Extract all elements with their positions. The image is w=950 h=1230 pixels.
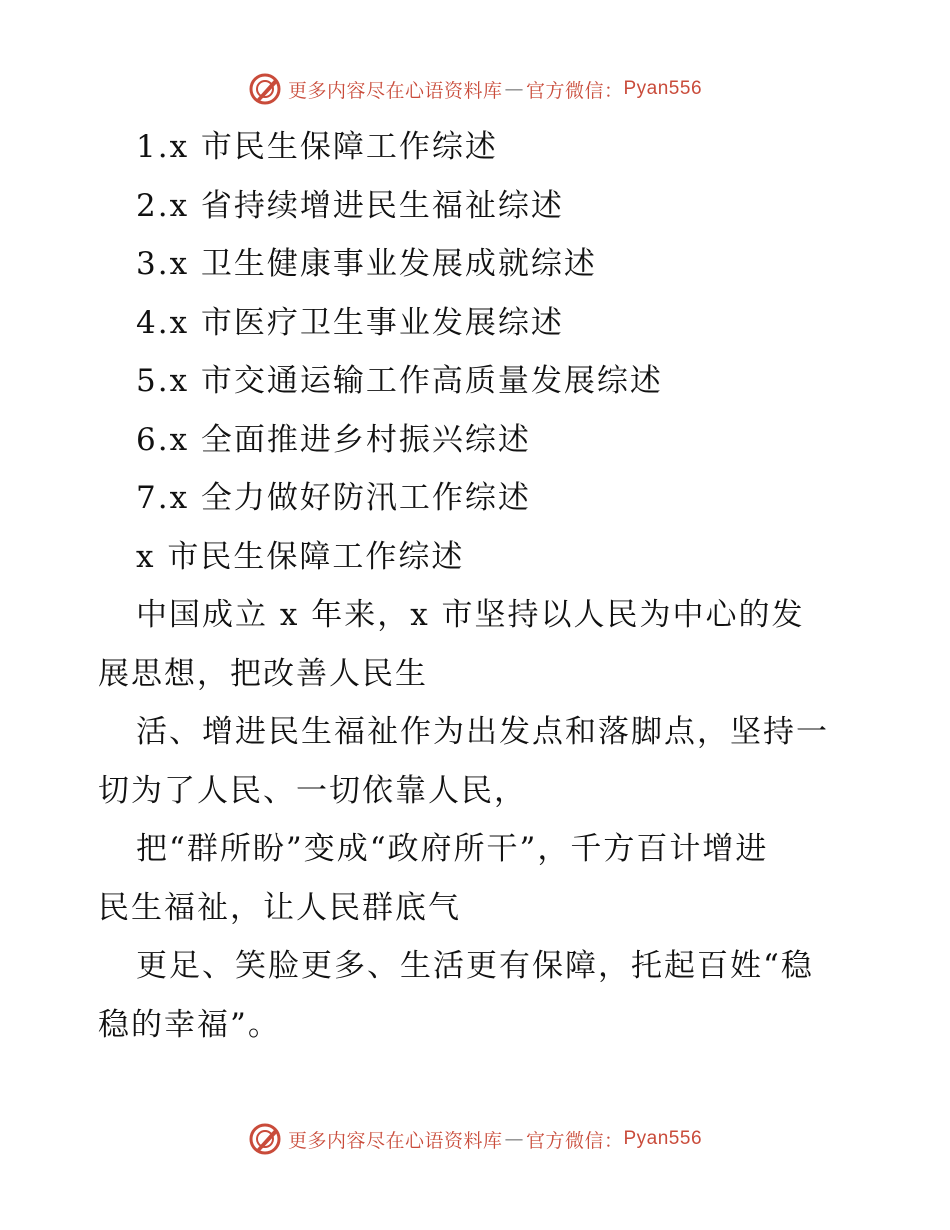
paragraph-line: 更足、笑脸更多、生活更有保障，托起百姓“稳	[136, 948, 814, 984]
banner-text: 更多内容尽在心语资料库	[287, 1129, 503, 1152]
paragraph-line: 中国成立 x 年来，x 市坚持以人民为中心的发	[136, 597, 805, 633]
paragraph-line: 把“群所盼”变成“政府所干”，千方百计增进	[136, 831, 769, 867]
banner-dash: —	[504, 78, 524, 100]
toc-item: 6.x 全面推进乡村振兴综述	[136, 421, 531, 458]
paragraph-line: 切为了人民、一切依靠人民，	[98, 772, 527, 809]
pen-logo-icon	[248, 1122, 282, 1156]
document-body	[98, 118, 858, 1054]
toc-item: 5.x 市交通运输工作高质量发展综述	[136, 363, 663, 399]
footer-banner	[0, 1122, 950, 1156]
paragraph-line: 民生福祉，让人民群底气	[98, 889, 461, 926]
banner-suffix: 官方微信：	[525, 1129, 624, 1152]
paragraph-line: 稳的幸福”。	[98, 1006, 281, 1043]
banner-text: 更多内容尽在心语资料库	[287, 79, 503, 102]
toc-item: 7.x 全力做好防汛工作综述	[136, 480, 531, 516]
banner-suffix: 官方微信：	[525, 79, 624, 102]
article-title: x 市民生保障工作综述	[136, 538, 465, 575]
banner-brand: Pyan556	[623, 78, 703, 99]
toc-item: 2.x 省持续增进民生福祉综述	[136, 187, 564, 224]
paragraph-line: 活、增进民生福祉作为出发点和落脚点，坚持一	[136, 714, 829, 750]
toc-item: 3.x 卫生健康事业发展成就综述	[136, 246, 597, 282]
toc-item: 4.x 市医疗卫生事业发展综述	[136, 304, 564, 341]
banner-brand: Pyan556	[623, 1128, 703, 1149]
paragraph-line: 展思想，把改善人民生	[98, 655, 428, 692]
toc-item: 1.x 市民生保障工作综述	[136, 129, 498, 165]
banner-dash: —	[504, 1128, 524, 1150]
header-banner	[0, 72, 950, 106]
pen-logo-icon	[248, 72, 282, 106]
